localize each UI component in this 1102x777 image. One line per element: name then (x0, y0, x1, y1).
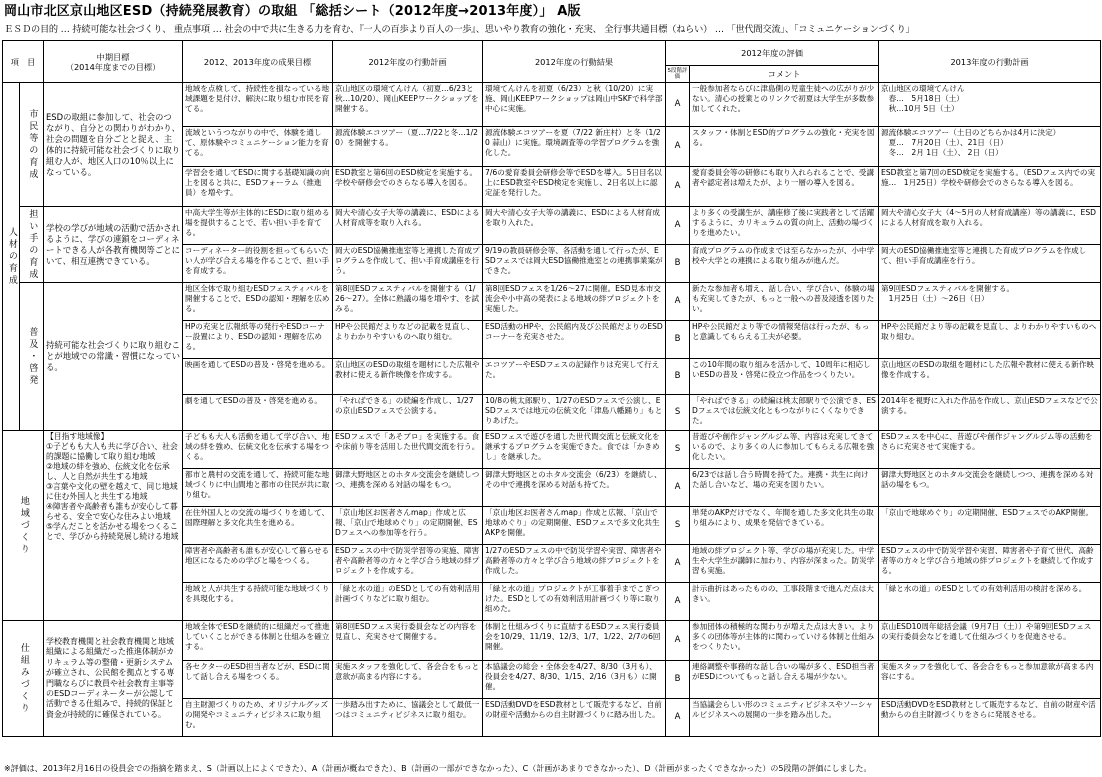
plan-2012-cell: 京山地区のESDの取組を題材にした広報や教材に使える新作映像を作成する。 (333, 359, 483, 395)
eval-grade-cell: A (666, 583, 690, 621)
plan-2013-cell: 「緑と水の道」のESDとしての有効利活用の検討を深める。 (879, 583, 1101, 621)
results-goal-cell: 流域というつながりの中で、体験を通して、原体験やコミュニケーション能力を育てる。 (183, 127, 333, 167)
comment-cell: 計示曲折はあったものの、工事段階まで進んだ点は大きい。 (690, 583, 879, 621)
eval-grade-cell: A (666, 283, 690, 321)
results-goal-cell: 在住外国人との交流の場づくりを通して、国際理解と多文化共生を進める。 (183, 507, 333, 545)
header-result-2012: 2012年度の行動結果 (483, 41, 666, 83)
header-midterm-goal: 中期目標 （2014年度までの目標） (44, 41, 183, 83)
plan-2013-cell: 「京山で地球めぐり」の定期開催、ESDフェスでのAKP開催。 (879, 507, 1101, 545)
eval-grade-cell: B (666, 661, 690, 699)
plan-2012-cell: 実施スタッフを強化して、各会合をもっと意欲が高まる内容にする。 (333, 661, 483, 699)
comment-cell: 育成プログラムの作成までは至らなかったが、小中学校や大学との連携による取り組みが進んだ。 (690, 245, 879, 283)
header-results-goal: 2012、2013年度の成果目標 (183, 41, 333, 83)
plan-2013-cell: 岡大のESD協働推進室等と連携した育成プログラムを作成して、担い手育成講座を行う。 (879, 245, 1101, 283)
result-2012-cell: 9/19の教員研修会等、各活動を通して行ったが、ESDフェスでは岡大ESD協働推進室との連携事業案ができた。 (483, 245, 666, 283)
plan-2012-cell: 第8回ESDフェス実行委員会などの内容を見直し、充実させて開催する。 (333, 621, 483, 661)
summary-table (2, 40, 1101, 737)
eval-grade-cell: B (666, 321, 690, 359)
plan-2013-cell: 京山地区のESDの取組を題材にした広報や教材に使える新作映像を作成する。 (879, 359, 1101, 395)
plan-2013-cell: ESDフェスを中心に、昔遊びや創作ジャングルジム等の活動をさらに充実させて実施する。 (879, 431, 1101, 469)
results-goal-cell: 各セクターのESD担当者などが、ESDに関して話し合える場をつくる。 (183, 661, 333, 699)
result-2012-cell: 本協議会の総会・全体会を4/27、8/30（3月も）、役員会を4/27、8/30、1/15、2/16（3月も）に開催。 (483, 661, 666, 699)
comment-cell: 「やればできる」の続編は桃太郎駅りで公演でき、ESDフェスでは伝統文化ともつながりにくくなりできた。 (690, 395, 879, 431)
midterm-goal-cell: 学校教育機関と社会教育機関と地域組織による組織だった推進体制がカリキュラム等の整備・更新システムが確立され、公民館を拠点とする専門職ならびに教員や社会教育主事等のESDコーディネーターが公認して活動できる仕組みで、持続的保証と資金が持続的に確保されている。 (44, 621, 183, 737)
plan-2013-cell: HPや公民館だより等の記載を見直し、よりわかりやすいものへ取り組む。 (879, 321, 1101, 359)
results-goal-cell: 都市と農村の交流を通して、持続可能な地域づくりに中山間地と都市の住民が共に取り組む。 (183, 469, 333, 507)
results-goal-cell: 自主財源づくりのため、オリジナルグッズの開発やコミュニティビジネスに取り組む。 (183, 699, 333, 737)
plan-2013-cell: 岡大や清心女子大（4～5月の人材育成講座）等の講義に、ESDによる人材育成を取り入れる。 (879, 207, 1101, 245)
result-2012-cell: ESD活動のHPや、公民館内及び公民館だよりのESDコーナーを充実させた。 (483, 321, 666, 359)
plan-2012-cell: 御津大野地区とのホタル交流会を継続しつつ、連携を深める対話の場をもつ。 (333, 469, 483, 507)
page-title: 岡山市北区京山地区ESD（持続発展教育）の取組 「総括シート（2012年度→2013年度）」 A版 (4, 4, 581, 19)
eval-grade-cell: A (666, 83, 690, 127)
plan-2012-cell: 一歩踏み出すために、協議会として最低一つはコミュニティビジネスに取り組む。 (333, 699, 483, 737)
header-eval-2012: 2012年度の評価 (666, 41, 879, 66)
results-goal-cell: 地域と人が共生する持続可能な地域づくりを具現化する。 (183, 583, 333, 621)
comment-cell: 当協議会らしい形のコミュニティビジネスやソーシャルビジネスへの展開の一歩を踏み出した。 (690, 699, 879, 737)
plan-2013-cell: 第9回ESDフェスティバルを開催する。 1月25日（土）～26日（日） (879, 283, 1101, 321)
header-eval-grade: 5段階評価 (666, 66, 690, 83)
result-2012-cell: 「緑と水の道」プロジェクトが工事着手までこぎつけた。ESDとしての有効利活用計画づくり等に取り組めた。 (483, 583, 666, 621)
eval-grade-cell: B (666, 245, 690, 283)
section-label-shikumi: 仕組みづくり (3, 621, 44, 737)
eval-grade-cell: S (666, 507, 690, 545)
result-2012-cell: 「京山地区お医者さんmap」作成と広報、「京山で地球めぐり」の定期開催、ESDフェスで多文化共生AKPを開催。 (483, 507, 666, 545)
plan-2013-cell: 2014年を視野に入れた作品を作成し、京山ESDフェスなどで公演する。 (879, 395, 1101, 431)
result-2012-cell: エコツアーやESDフェスの記録作りは充実して行えた。 (483, 359, 666, 395)
eval-grade-cell: S (666, 431, 690, 469)
comment-cell: スタッフ・体制とESD的プログラムの強化・充実を図る。 (690, 127, 879, 167)
comment-cell: 一般参加者ならびに津島側の児童生徒への広がりが少ない。清心の授業とのリンクで初夏は大学生が多数参加してくれた。 (690, 83, 879, 127)
header-item: 項 目 (3, 41, 44, 83)
plan-2013-cell: ESDフェスの中で防災学習や実習、障害者や子育て世代、高齢者等の方々と学び合う地域の絆プロジェクトを継続して作成する。 (879, 545, 1101, 583)
plan-2012-cell: 岡大のESD協働推進室等と連携した育成プログラムを作成して、担い手育成講座を行う。 (333, 245, 483, 283)
midterm-goal-cell: 持続可能な社会づくりに取り組むことが地域での常識・習慣になっている。 (44, 283, 183, 431)
comment-cell: より多くの受講生が、講座修了後に実践者として活躍するように、カリキュラムの質の向上、活動の場づくりを進めたい。 (690, 207, 879, 245)
result-2012-cell: 10/8の桃太郎駅り、1/27のESDフェスで公演し、ESDフェスでは地元の伝統文化「津島八幡踊り」もとりあげた。 (483, 395, 666, 431)
comment-cell: 地域の絆プロジェクト等、学びの場が充実した。中学生や大学生が講師に加わり、内容が深まった。防災学習も実施。 (690, 545, 879, 583)
plan-2012-cell: 京山地区の環境てんけん（初夏…6/23と秋…10/20）、岡山KEEPワークショップを開催する。 (333, 83, 483, 127)
section-label-chiiki: 地域づくり (3, 431, 44, 621)
result-2012-cell: 7/6の愛育委員会研修会等でESDを導入。5日目名以上にESD教室やESD検定を実施し、2日名以上に認定証を発行した。 (483, 167, 666, 207)
results-goal-cell: コーディネーター的役割を担ってもらいたい人が学び合える場を作ることで、担い手を育成する。 (183, 245, 333, 283)
eval-grade-cell: A (666, 127, 690, 167)
results-goal-cell: 地域全体でESDを継続的に組織だって推進していくことができる体制と仕組みを確立する。 (183, 621, 333, 661)
subsection-label-ninaite: 担い手の育成 (20, 207, 44, 283)
subsection-label-shimin: 市民等の育成 (20, 83, 44, 207)
plan-2012-cell: 第8回ESDフェスティバルを開催する（1/26～27）。全体に熟議の場を増やす、を試みる。 (333, 283, 483, 321)
results-goal-cell: 映画を通してESDの普及・啓発を進める。 (183, 359, 333, 395)
plan-2012-cell: ESD教室と第6回のESD検定を実施する。学校や研修会でのさらなる導入を図る。 (333, 167, 483, 207)
plan-2013-cell: 御津大野地区とのホタル交流会を継続しつつ、連携を深める対話の場をもつ。 (879, 469, 1101, 507)
result-2012-cell: 1/27のESDフェスの中で防災学習や実習、障害者や高齢者等の方々と学び合う地域の絆プロジェクトを作成した。 (483, 545, 666, 583)
result-2012-cell: 御津大野地区とのホタル交流会（6/23）を継続し、その中で連携を深める対話も持てた。 (483, 469, 666, 507)
plan-2013-cell: ESD教室と第7回のESD検定を実施する。（ESDフェス内での実施… 1月25日）学校や研修会でのさらなる導入を図る。 (879, 167, 1101, 207)
header-plan-2013: 2013年度の行動計画 (879, 41, 1101, 83)
result-2012-cell: 体制と仕組みづくりに直結するESDフェス実行委員会を10/29、11/19、12/3、1/7、1/22、2/7の6回開催。 (483, 621, 666, 661)
midterm-goal-cell: 学校の学びが地域の活動で活かされるように、学びの連鎖をコーディネートできる人が各教育機関等ごとにいて、相互連携できている。 (44, 207, 183, 283)
eval-grade-cell: A (666, 469, 690, 507)
plan-2013-cell: 京山ESD10周年総括会議（9月7日（土））や第9回ESDフェスの実行委員会などを通して仕組みづくりを促進させる。 (879, 621, 1101, 661)
header-plan-2012: 2012年度の行動計画 (333, 41, 483, 83)
plan-2013-cell: 京山地区の環境てんけん 春… 5月18日（土） 秋…10月 5日（土） (879, 83, 1101, 127)
plan-2013-cell: 実施スタッフを強化して、各会合をもっと参加意欲が高まる内容にする。 (879, 661, 1101, 699)
result-2012-cell: ESDフェスで遊びを通した世代間交流と伝統文化を継承するプログラムを実施できた。食では「かきめし」を継承した。 (483, 431, 666, 469)
comment-cell: 6/23では話し合う時間を持てた。連携・共生に向けた話し合いなど、場の充実を図りたい。 (690, 469, 879, 507)
eval-grade-cell: A (666, 207, 690, 245)
header-comment: コメント (690, 66, 879, 83)
section-label-jinzai: 人材の育成 (3, 83, 20, 431)
plan-2012-cell: 源流体験エコツアー（夏…7/22と冬…1/20）を開催する。 (333, 127, 483, 167)
results-goal-cell: 地域を点検して、持続性を損なっている地域課題を見付け、解決に取り組む市民を育てる。 (183, 83, 333, 127)
plan-2013-cell: 源流体験エコツアー（土日のどちらかは4月に決定） 夏… 7月20日（土）、21日（日） 冬… 2月 1日（土）、 2日（日） (879, 127, 1101, 167)
results-goal-cell: 子どもも大人も活動を通して学び合い、地域の絆を強め、伝統文化を伝承する場をつくる。 (183, 431, 333, 469)
results-goal-cell: 学習会を通してESDに関する基礎知識の向上を図ると共に、ESDフォーラム（推進員）を増やす。 (183, 167, 333, 207)
results-goal-cell: 中高大学生等が主体的にESDに取り組める場を提供することで、若い担い手を育てる。 (183, 207, 333, 245)
plan-2012-cell: ESDフェスで「あそブロ」を実施する。食や床前り等を活用した世代間交流を行う。 (333, 431, 483, 469)
comment-cell: 参加団体の積極的な関わりが増えた点は大きい。より多くの団体等が主体的に関わっていける体制と仕組みをつくりたい。 (690, 621, 879, 661)
results-goal-cell: 地区全体で取り組むESDフェスティバルを開催することで、ESDの認知・理解を広める。 (183, 283, 333, 321)
subsection-label-fukyu: 普及・啓発 (20, 283, 44, 431)
comment-cell: 単発のAKPだけでなく、年間を通した多文化共生の取り組みにより、成果を発信できている。 (690, 507, 879, 545)
esd-purpose-line: ＥＳＤの目的 … 持続可能な社会づくり、 重点事項 … 社会の中で共に生きる力を育む、『一人の百歩より百人の一歩』、思いやり教育の強化・充実、 全行事共通目標（ねらい） … 「世代間交流」、「コミュニケーションづくり」 (4, 24, 915, 35)
plan-2012-cell: ESDフェスの中で防災学習等の実施、障害者や高齢者等の方々と学び合う地域の絆プロジェクトを作成する。 (333, 545, 483, 583)
eval-grade-cell: A (666, 699, 690, 737)
comment-cell: この10年間の取り組みを活かして、10周年に相応しいESDの普及・啓発に役立つ作品をつくりたい。 (690, 359, 879, 395)
results-goal-cell: 障害者や高齢者も誰もが安心して暮らせる地区になるための学びと場をつくる。 (183, 545, 333, 583)
plan-2012-cell: 岡大や清心女子大等の講義に、ESDによる人材育成等を取り入れる。 (333, 207, 483, 245)
eval-grade-cell: A (666, 545, 690, 583)
plan-2013-cell: ESD活動DVDをESD教材として販売するなど、自前の財産や活動からの自主財源づくりをさらに発展させる。 (879, 699, 1101, 737)
comment-cell: HPや公民館だより等での情報発信は行ったが、もっと意識してもらえる工夫が必要。 (690, 321, 879, 359)
comment-cell: 昔遊びや創作ジャングルジム等、内容は充実してきているので、より多くの人に参加してもらえる広報を強化したい。 (690, 431, 879, 469)
plan-2012-cell: 「京山地区お医者さんmap」作成と広報、「京山で地球めぐり」の定期開催、ESDフェスへの参加等を行う。 (333, 507, 483, 545)
evaluation-footnote: ※評価は、2013年2月16日の役員会での指摘を踏まえ、S（計画以上によくできた）、A（計画が概ねできた）、B（計画の一部ができなかった）、C（計画があまりできなかった）、D（計画がまったくできなかった）の5段階の評価にしました。 (4, 764, 872, 773)
eval-grade-cell: B (666, 359, 690, 395)
eval-grade-cell: S (666, 395, 690, 431)
midterm-goal-cell: 【目指す地域像】 ①子どもも大人も共に学び合い、社会的課題に協働して取り組む地域 ②地域の絆を強め、伝統文化を伝承し、人と自然が共生する地域 ③言葉や文化の壁を越えて、同じ地域に住む外国人と共生する地域 ④障害者や高齢者も誰もが安心して暮らせる、安全で安心な住みよい地域 ⑤学んだことを活かせる場をつくることで、学びから持続発展し続ける地域 (44, 431, 183, 621)
results-goal-cell: 劇を通してESDの普及・啓発を進める。 (183, 395, 333, 431)
plan-2012-cell: 「やればできる」の続編を作成し、1/27の京山ESDフェスで公演する。 (333, 395, 483, 431)
plan-2012-cell: 「緑と水の道」のESDとしての有効利活用計画づくりなどに取り組む。 (333, 583, 483, 621)
result-2012-cell: 第8回ESDフェスを1/26～27に開催。ESD見本市交流会や小中高の発表による地域の絆プロジェクトを実施した。 (483, 283, 666, 321)
result-2012-cell: 源流体験エコツアーを夏（7/22 新庄村）と冬（1/20 蒜山）に実施。環境調査等の学習プログラムを強化した。 (483, 127, 666, 167)
plan-2012-cell: HPや公民館だよりなどの記載を見直し、よりわかりやすいものへ取り組む。 (333, 321, 483, 359)
results-goal-cell: HPの充実と広報紙等の発行やESDコーナー設置により、ESDの認知・理解を広める。 (183, 321, 333, 359)
comment-cell: 愛育委員会等の研修にも取り入れられることで、受講者や認定者は増えたが、より一層の導入を図る。 (690, 167, 879, 207)
eval-grade-cell: A (666, 621, 690, 661)
result-2012-cell: 岡大や清心女子大等の講義に、ESDによる人材育成を取り入れた。 (483, 207, 666, 245)
comment-cell: 新たな参加者も増え、話し合い、学び合い、体験の場も充実してきたが、もっと一般への普及浸透を図りたい。 (690, 283, 879, 321)
midterm-goal-cell: ESDの取組に参加して、社会のつながり、自分との関わりがわかり、社会の問題を自分ごとと捉え、主体的に持続可能な社会づくりに取り組む人が、地区人口の10％以上になっている。 (44, 83, 183, 207)
comment-cell: 連絡調整や事務的な話し合いの場が多く、ESD担当者がESDについてもっと話し合える場が少ない。 (690, 661, 879, 699)
result-2012-cell: ESD活動DVDをESD教材として販売するなど、自前の財産や活動からの自主財源づくりに踏み出した。 (483, 699, 666, 737)
result-2012-cell: 環境てんけんを初夏（6/23）と秋（10/20）に実施、岡山KEEPワークショップは岡山中SKFで科学部中心に実施。 (483, 83, 666, 127)
eval-grade-cell: A (666, 167, 690, 207)
